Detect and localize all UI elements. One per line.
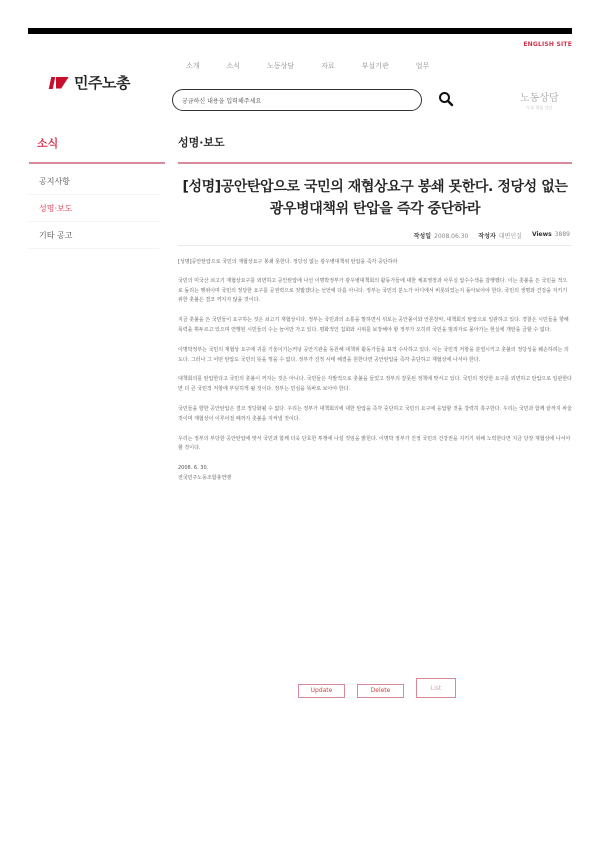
top-bar bbox=[28, 28, 572, 34]
paragraph: 지금 촛불을 든 국민들이 요구하는 것은 쇠고기 재협상이다. 정부는 국민과의 소통을 말하면서 뒤로는 공안몰이와 언론장악, 대책회의 탄압으로 일관하고 있다. 경찰은 시민들을 향해 폭력을 휘두르고 있으며 연행된 시민들의 수는 늘어만 가고 있다. 평화적인 집회와 시위를 보장해야 할 정부가 오히려 국민을 범죄자로 몰아가는 현실에 개탄을 금할 수 없다. bbox=[178, 317, 569, 333]
logo-text: 민주노총 bbox=[74, 74, 130, 92]
sidebar-item-other-notices[interactable]: 기타 공고 bbox=[29, 222, 159, 249]
nav-item-labor-consult[interactable]: 노동상담 bbox=[267, 62, 295, 70]
paragraph: 국민의 미국산 쇠고기 재협상요구를 외면하고 공안탄압에 나선 이명박정부가 광우병대책회의 활동가들에 대한 체포영장과 사무실 압수수색을 감행했다. 이는 촛불을 든 국민을 적으로 돌리는 행위이며 국민의 정당한 요구를 공권력으로 짓밟겠다는 선언에 다름 아니다. 정부는 국민의 분노가 어디에서 비롯되었는지 돌아보아야 한다. 국민의 생명과 건강을 지키기 위한 촛불은 결코 꺼지지 않을 것이다. bbox=[178, 277, 568, 304]
sidebar-item-statements[interactable]: 성명·보도 bbox=[29, 195, 159, 222]
post-title: [성명]공안탄압으로 국민의 재협상요구 봉쇄 못한다. 정당성 없는 광우병대책위 탄압을 즉각 중단하라 bbox=[182, 179, 568, 217]
english-site-link[interactable]: ENGLISH SITE bbox=[523, 41, 572, 48]
sidebar-title: 소식 bbox=[37, 137, 59, 150]
post-summary: [성명]공안탄압으로 국민의 재협상요구 봉쇄 못한다. 정당성 없는 광우병대책위 탄압을 즉각 중단하라 bbox=[178, 259, 398, 265]
nav-item-resources[interactable]: 자료 bbox=[321, 62, 335, 70]
sidebar-menu bbox=[29, 168, 159, 249]
search-icon[interactable] bbox=[438, 91, 454, 107]
nav-item-affiliates[interactable]: 부설기관 bbox=[361, 62, 389, 70]
search-placeholder: 궁금하신 내용을 입력해주세요 bbox=[182, 97, 262, 105]
paragraph: 대책회의를 탄압한다고 국민의 촛불이 꺼지는 것은 아니다. 국민들은 자발적으로 촛불을 들었고 정부의 잘못된 정책에 맞서고 있다. 국민의 정당한 요구를 외면하고 탄압으로 일관한다면 더 큰 국민적 저항에 부딪히게 될 것이다. 정부는 민심을 똑바로 보아야 한다. bbox=[178, 376, 572, 393]
paragraph: 이명박정부는 국민의 재협상 요구에 귀를 기울이기는커녕 공안기관을 동원해 대책위 활동가들을 표적 수사하고 있다. 이는 국민적 저항을 분열시키고 촛불의 정당성을 훼손하려는 의도다. 그러나 그 어떤 탄압도 국민의 뜻을 꺾을 수 없다. 정부가 진정 사태 해결을 원한다면 공안탄압을 즉각 중단하고 재협상에 나서야 한다. bbox=[178, 346, 569, 363]
post-date: 작성일 2008.06.30 bbox=[413, 233, 469, 240]
delete-button[interactable]: Delete bbox=[357, 684, 404, 698]
update-button[interactable]: Update bbox=[298, 684, 345, 698]
logo[interactable] bbox=[50, 72, 130, 93]
nav-item-about[interactable]: 소개 bbox=[186, 62, 200, 70]
page-title: 성명·보도 bbox=[178, 136, 225, 149]
post-actions bbox=[298, 683, 456, 698]
post-body bbox=[178, 258, 572, 484]
meta-divider bbox=[178, 245, 572, 246]
sidebar-item-notice[interactable]: 공지사항 bbox=[29, 168, 159, 195]
main-nav bbox=[186, 61, 456, 71]
sign-date: 2008. 6. 30. bbox=[178, 465, 209, 472]
nav-item-work[interactable]: 업무 bbox=[415, 62, 430, 70]
post-views: Views 3889 bbox=[531, 231, 570, 238]
search-input[interactable] bbox=[172, 89, 422, 111]
post-author: 작성자 대변인실 bbox=[478, 233, 522, 240]
post-meta bbox=[414, 231, 570, 240]
nav-item-news[interactable]: 소식 bbox=[226, 62, 241, 70]
logo-mark-icon bbox=[50, 76, 70, 90]
consult-subtitle: 무료 법률 상담 bbox=[526, 105, 553, 110]
paragraph: 우리는 정부의 부당한 공안탄압에 맞서 국민과 함께 더욱 단호한 투쟁에 나설 것임을 밝힌다. 이명박 정부가 진정 국민의 건강권을 지키기 위해 노력한다면 지금 당장 재협상에 나서야 할 것이다. bbox=[178, 435, 571, 452]
sign-org: 전국민주노동조합총연맹 bbox=[178, 474, 232, 481]
title-divider bbox=[178, 162, 572, 164]
consult-title: 노동상담 bbox=[520, 93, 559, 104]
sidebar-divider bbox=[29, 162, 165, 164]
list-button[interactable]: List bbox=[416, 678, 456, 698]
paragraph: 국민들을 향한 공안탄압은 결코 정당화될 수 없다. 우리는 정부가 대책회의에 대한 탄압을 즉각 중단하고 국민의 요구에 응답할 것을 강력히 촉구한다. 우리는 국민과 함께 끝까지 싸울 것이며 재협상이 이루어질 때까지 촛불을 지켜낼 것이다. bbox=[178, 405, 572, 422]
labor-consult-banner[interactable] bbox=[520, 89, 559, 111]
